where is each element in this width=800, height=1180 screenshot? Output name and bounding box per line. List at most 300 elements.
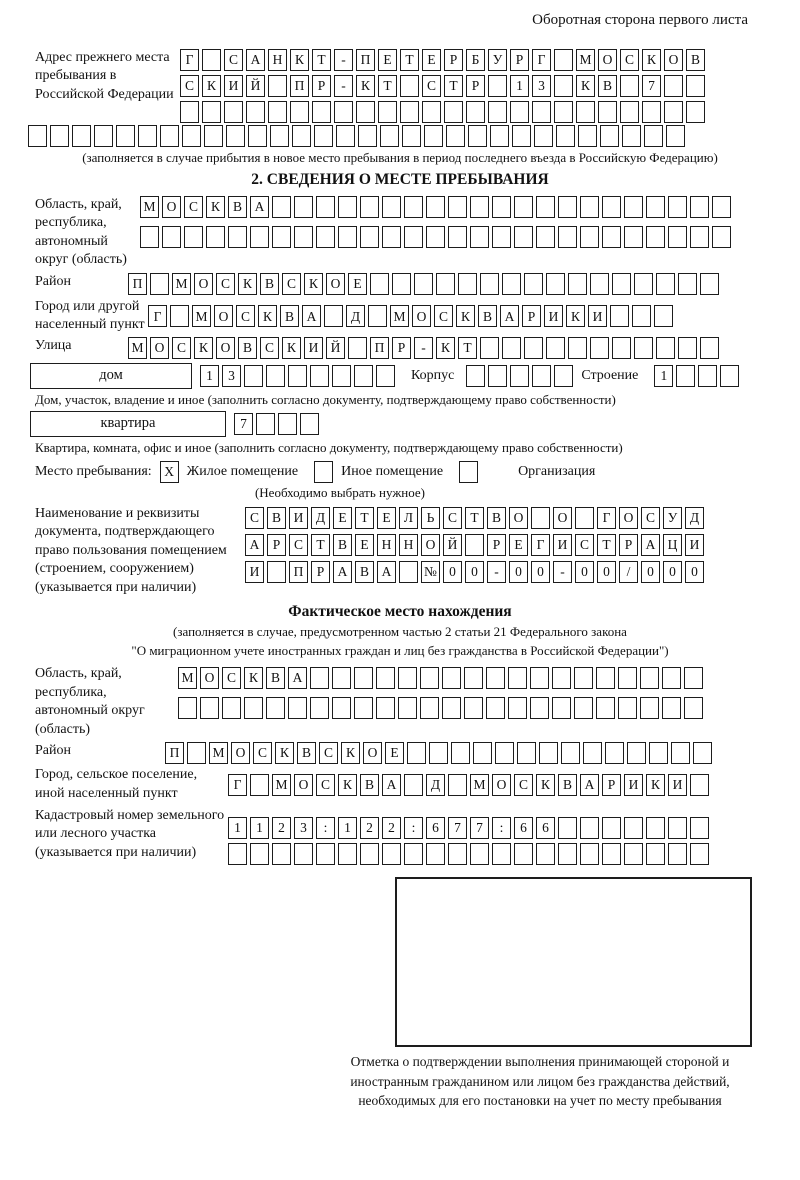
char-cell[interactable] <box>662 667 681 689</box>
char-cell[interactable]: Г <box>597 507 616 529</box>
char-cell[interactable] <box>574 697 593 719</box>
char-cell[interactable]: В <box>558 774 577 796</box>
char-cell[interactable] <box>690 774 709 796</box>
char-cell[interactable] <box>558 196 577 218</box>
char-cell[interactable] <box>602 843 621 865</box>
char-cell[interactable]: Г <box>532 49 551 71</box>
char-cell[interactable] <box>524 273 543 295</box>
char-cell[interactable]: Е <box>422 49 441 71</box>
char-cell[interactable] <box>622 125 641 147</box>
char-cell[interactable]: В <box>260 273 279 295</box>
char-cell[interactable] <box>668 817 687 839</box>
char-cell[interactable] <box>314 125 333 147</box>
char-cell[interactable] <box>552 667 571 689</box>
char-cell[interactable]: В <box>686 49 705 71</box>
char-cell[interactable] <box>202 101 221 123</box>
char-cell[interactable]: П <box>370 337 389 359</box>
char-cell[interactable]: 1 <box>510 75 529 97</box>
char-cell[interactable]: А <box>641 534 660 556</box>
char-cell[interactable]: Г <box>180 49 199 71</box>
char-cell[interactable]: С <box>236 305 255 327</box>
char-cell[interactable]: М <box>192 305 211 327</box>
char-cell[interactable] <box>407 742 426 764</box>
char-cell[interactable] <box>294 196 313 218</box>
char-cell[interactable]: К <box>338 774 357 796</box>
char-cell[interactable] <box>382 843 401 865</box>
char-cell[interactable] <box>442 697 461 719</box>
char-cell[interactable] <box>720 365 739 387</box>
char-cell[interactable] <box>250 774 269 796</box>
char-cell[interactable]: С <box>172 337 191 359</box>
char-cell[interactable]: К <box>356 75 375 97</box>
char-cell[interactable]: А <box>580 774 599 796</box>
char-cell[interactable] <box>602 196 621 218</box>
char-cell[interactable]: 7 <box>234 413 253 435</box>
char-cell[interactable]: № <box>421 561 440 583</box>
char-cell[interactable] <box>690 817 709 839</box>
char-cell[interactable] <box>466 365 485 387</box>
char-cell[interactable]: Е <box>333 507 352 529</box>
char-cell[interactable]: А <box>382 774 401 796</box>
char-cell[interactable] <box>187 742 206 764</box>
char-cell[interactable] <box>248 125 267 147</box>
char-cell[interactable]: М <box>178 667 197 689</box>
char-cell[interactable] <box>690 843 709 865</box>
char-cell[interactable]: О <box>200 667 219 689</box>
char-cell[interactable]: Л <box>399 507 418 529</box>
char-cell[interactable] <box>561 742 580 764</box>
char-cell[interactable]: Г <box>148 305 167 327</box>
char-cell[interactable] <box>676 365 695 387</box>
char-cell[interactable] <box>554 365 573 387</box>
char-cell[interactable]: О <box>294 774 313 796</box>
char-cell[interactable] <box>429 742 448 764</box>
char-cell[interactable] <box>338 226 357 248</box>
char-cell[interactable]: Р <box>487 534 506 556</box>
char-cell[interactable] <box>612 337 631 359</box>
char-cell[interactable]: - <box>487 561 506 583</box>
char-cell[interactable]: М <box>576 49 595 71</box>
char-cell[interactable] <box>404 843 423 865</box>
char-cell[interactable] <box>414 273 433 295</box>
char-cell[interactable] <box>646 843 665 865</box>
char-cell[interactable] <box>693 742 712 764</box>
char-cell[interactable] <box>399 561 418 583</box>
char-cell[interactable] <box>486 667 505 689</box>
char-cell[interactable] <box>402 125 421 147</box>
char-cell[interactable] <box>226 125 245 147</box>
char-cell[interactable]: Д <box>346 305 365 327</box>
char-cell[interactable]: 6 <box>514 817 533 839</box>
char-cell[interactable] <box>182 125 201 147</box>
char-cell[interactable] <box>656 337 675 359</box>
char-cell[interactable] <box>448 843 467 865</box>
char-cell[interactable] <box>640 667 659 689</box>
char-cell[interactable] <box>206 226 225 248</box>
char-cell[interactable] <box>312 101 331 123</box>
char-cell[interactable]: К <box>304 273 323 295</box>
char-cell[interactable] <box>160 125 179 147</box>
char-cell[interactable] <box>246 101 265 123</box>
char-cell[interactable] <box>360 226 379 248</box>
char-cell[interactable]: К <box>436 337 455 359</box>
char-cell[interactable]: Р <box>392 337 411 359</box>
char-cell[interactable]: Ц <box>663 534 682 556</box>
char-cell[interactable]: С <box>224 49 243 71</box>
char-cell[interactable]: В <box>333 534 352 556</box>
char-cell[interactable]: К <box>566 305 585 327</box>
char-cell[interactable]: О <box>231 742 250 764</box>
char-cell[interactable]: И <box>544 305 563 327</box>
char-cell[interactable]: П <box>356 49 375 71</box>
char-cell[interactable] <box>338 196 357 218</box>
char-cell[interactable] <box>546 273 565 295</box>
char-cell[interactable] <box>354 667 373 689</box>
inoe-checkbox[interactable] <box>314 461 333 483</box>
char-cell[interactable] <box>554 101 573 123</box>
char-cell[interactable]: Р <box>444 49 463 71</box>
char-cell[interactable] <box>671 742 690 764</box>
char-cell[interactable] <box>532 101 551 123</box>
char-cell[interactable]: 0 <box>465 561 484 583</box>
char-cell[interactable] <box>400 75 419 97</box>
char-cell[interactable] <box>294 226 313 248</box>
char-cell[interactable]: Е <box>509 534 528 556</box>
char-cell[interactable]: К <box>275 742 294 764</box>
char-cell[interactable] <box>458 273 477 295</box>
char-cell[interactable] <box>632 305 651 327</box>
char-cell[interactable] <box>554 49 573 71</box>
char-cell[interactable] <box>700 337 719 359</box>
zhiloe-checkbox[interactable]: X <box>160 461 179 483</box>
char-cell[interactable] <box>332 365 351 387</box>
char-cell[interactable] <box>502 273 521 295</box>
char-cell[interactable]: Й <box>326 337 345 359</box>
char-cell[interactable]: И <box>685 534 704 556</box>
char-cell[interactable]: Р <box>602 774 621 796</box>
char-cell[interactable] <box>294 843 313 865</box>
char-cell[interactable]: Т <box>444 75 463 97</box>
char-cell[interactable] <box>514 226 533 248</box>
char-cell[interactable] <box>332 697 351 719</box>
char-cell[interactable] <box>140 226 159 248</box>
char-cell[interactable] <box>690 226 709 248</box>
char-cell[interactable]: М <box>140 196 159 218</box>
char-cell[interactable]: К <box>202 75 221 97</box>
char-cell[interactable]: Р <box>267 534 286 556</box>
char-cell[interactable]: 0 <box>531 561 550 583</box>
char-cell[interactable] <box>354 365 373 387</box>
char-cell[interactable]: В <box>228 196 247 218</box>
char-cell[interactable]: И <box>304 337 323 359</box>
char-cell[interactable]: А <box>246 49 265 71</box>
char-cell[interactable] <box>596 697 615 719</box>
char-cell[interactable] <box>444 101 463 123</box>
char-cell[interactable] <box>492 196 511 218</box>
char-cell[interactable] <box>583 742 602 764</box>
char-cell[interactable] <box>420 697 439 719</box>
char-cell[interactable] <box>488 101 507 123</box>
char-cell[interactable] <box>664 101 683 123</box>
char-cell[interactable] <box>268 101 287 123</box>
char-cell[interactable] <box>502 337 521 359</box>
char-cell[interactable]: - <box>334 49 353 71</box>
char-cell[interactable]: 2 <box>382 817 401 839</box>
char-cell[interactable]: А <box>302 305 321 327</box>
char-cell[interactable] <box>531 507 550 529</box>
char-cell[interactable]: С <box>422 75 441 97</box>
char-cell[interactable]: П <box>165 742 184 764</box>
char-cell[interactable]: Д <box>685 507 704 529</box>
char-cell[interactable] <box>376 697 395 719</box>
char-cell[interactable]: О <box>194 273 213 295</box>
char-cell[interactable]: С <box>319 742 338 764</box>
char-cell[interactable] <box>690 196 709 218</box>
char-cell[interactable]: Е <box>385 742 404 764</box>
char-cell[interactable] <box>618 667 637 689</box>
char-cell[interactable] <box>290 101 309 123</box>
char-cell[interactable] <box>392 273 411 295</box>
char-cell[interactable] <box>662 697 681 719</box>
char-cell[interactable]: С <box>282 273 301 295</box>
char-cell[interactable] <box>534 125 553 147</box>
char-cell[interactable]: С <box>245 507 264 529</box>
char-cell[interactable]: 0 <box>575 561 594 583</box>
char-cell[interactable]: И <box>245 561 264 583</box>
char-cell[interactable]: С <box>260 337 279 359</box>
char-cell[interactable] <box>575 507 594 529</box>
char-cell[interactable] <box>360 843 379 865</box>
char-cell[interactable] <box>464 697 483 719</box>
char-cell[interactable] <box>50 125 69 147</box>
char-cell[interactable] <box>624 196 643 218</box>
char-cell[interactable]: : <box>316 817 335 839</box>
char-cell[interactable]: С <box>316 774 335 796</box>
char-cell[interactable] <box>398 667 417 689</box>
char-cell[interactable]: 0 <box>641 561 660 583</box>
char-cell[interactable] <box>300 413 319 435</box>
char-cell[interactable]: 0 <box>663 561 682 583</box>
char-cell[interactable] <box>292 125 311 147</box>
char-cell[interactable] <box>514 843 533 865</box>
char-cell[interactable]: / <box>619 561 638 583</box>
char-cell[interactable] <box>556 125 575 147</box>
char-cell[interactable] <box>470 196 489 218</box>
char-cell[interactable] <box>404 226 423 248</box>
stamp-area[interactable] <box>395 877 752 1047</box>
char-cell[interactable] <box>473 742 492 764</box>
char-cell[interactable]: 1 <box>654 365 673 387</box>
char-cell[interactable]: Т <box>312 49 331 71</box>
char-cell[interactable]: С <box>253 742 272 764</box>
char-cell[interactable] <box>596 667 615 689</box>
char-cell[interactable] <box>270 125 289 147</box>
char-cell[interactable] <box>228 843 247 865</box>
char-cell[interactable]: Ь <box>421 507 440 529</box>
char-cell[interactable] <box>590 273 609 295</box>
char-cell[interactable]: В <box>360 774 379 796</box>
char-cell[interactable] <box>546 337 565 359</box>
char-cell[interactable]: Т <box>400 49 419 71</box>
char-cell[interactable]: В <box>297 742 316 764</box>
char-cell[interactable]: И <box>588 305 607 327</box>
char-cell[interactable]: К <box>244 667 263 689</box>
char-cell[interactable]: П <box>290 75 309 97</box>
char-cell[interactable]: 0 <box>509 561 528 583</box>
char-cell[interactable] <box>470 843 489 865</box>
char-cell[interactable]: К <box>290 49 309 71</box>
char-cell[interactable] <box>532 365 551 387</box>
char-cell[interactable]: М <box>272 774 291 796</box>
char-cell[interactable] <box>598 101 617 123</box>
char-cell[interactable] <box>178 697 197 719</box>
char-cell[interactable]: 6 <box>536 817 555 839</box>
char-cell[interactable]: Р <box>619 534 638 556</box>
char-cell[interactable] <box>536 843 555 865</box>
char-cell[interactable] <box>517 742 536 764</box>
char-cell[interactable] <box>486 697 505 719</box>
char-cell[interactable] <box>558 226 577 248</box>
char-cell[interactable]: О <box>553 507 572 529</box>
char-cell[interactable]: А <box>250 196 269 218</box>
char-cell[interactable]: Г <box>228 774 247 796</box>
char-cell[interactable] <box>644 125 663 147</box>
char-cell[interactable]: М <box>209 742 228 764</box>
char-cell[interactable] <box>712 196 731 218</box>
char-cell[interactable]: С <box>216 273 235 295</box>
char-cell[interactable]: И <box>624 774 643 796</box>
char-cell[interactable] <box>668 196 687 218</box>
char-cell[interactable] <box>495 742 514 764</box>
char-cell[interactable]: - <box>334 75 353 97</box>
char-cell[interactable] <box>376 365 395 387</box>
char-cell[interactable]: Р <box>312 75 331 97</box>
char-cell[interactable]: Д <box>426 774 445 796</box>
char-cell[interactable] <box>620 75 639 97</box>
char-cell[interactable] <box>451 742 470 764</box>
char-cell[interactable] <box>580 196 599 218</box>
char-cell[interactable]: Б <box>466 49 485 71</box>
char-cell[interactable] <box>465 534 484 556</box>
char-cell[interactable] <box>378 101 397 123</box>
char-cell[interactable] <box>184 226 203 248</box>
char-cell[interactable] <box>646 196 665 218</box>
char-cell[interactable] <box>510 101 529 123</box>
char-cell[interactable] <box>116 125 135 147</box>
char-cell[interactable]: К <box>646 774 665 796</box>
char-cell[interactable]: 0 <box>597 561 616 583</box>
char-cell[interactable] <box>686 101 705 123</box>
char-cell[interactable]: М <box>128 337 147 359</box>
char-cell[interactable] <box>358 125 377 147</box>
char-cell[interactable]: О <box>664 49 683 71</box>
char-cell[interactable]: Н <box>268 49 287 71</box>
char-cell[interactable] <box>222 697 241 719</box>
char-cell[interactable]: В <box>267 507 286 529</box>
char-cell[interactable] <box>490 125 509 147</box>
char-cell[interactable]: С <box>180 75 199 97</box>
char-cell[interactable]: 6 <box>426 817 445 839</box>
char-cell[interactable] <box>288 697 307 719</box>
char-cell[interactable] <box>446 125 465 147</box>
char-cell[interactable] <box>612 273 631 295</box>
char-cell[interactable] <box>480 337 499 359</box>
char-cell[interactable] <box>468 125 487 147</box>
char-cell[interactable]: 3 <box>222 365 241 387</box>
char-cell[interactable]: - <box>414 337 433 359</box>
char-cell[interactable]: 0 <box>685 561 704 583</box>
char-cell[interactable] <box>334 101 353 123</box>
char-cell[interactable] <box>272 196 291 218</box>
char-cell[interactable]: О <box>421 534 440 556</box>
char-cell[interactable]: 7 <box>470 817 489 839</box>
char-cell[interactable] <box>354 697 373 719</box>
char-cell[interactable] <box>266 365 285 387</box>
char-cell[interactable]: К <box>456 305 475 327</box>
char-cell[interactable] <box>448 226 467 248</box>
char-cell[interactable]: В <box>478 305 497 327</box>
char-cell[interactable] <box>266 697 285 719</box>
char-cell[interactable] <box>480 273 499 295</box>
char-cell[interactable]: М <box>470 774 489 796</box>
char-cell[interactable]: Й <box>443 534 462 556</box>
char-cell[interactable]: В <box>238 337 257 359</box>
char-cell[interactable]: О <box>326 273 345 295</box>
char-cell[interactable]: 7 <box>448 817 467 839</box>
char-cell[interactable] <box>382 226 401 248</box>
char-cell[interactable] <box>552 697 571 719</box>
char-cell[interactable] <box>580 226 599 248</box>
char-cell[interactable] <box>310 697 329 719</box>
char-cell[interactable]: С <box>575 534 594 556</box>
char-cell[interactable] <box>624 226 643 248</box>
char-cell[interactable] <box>466 101 485 123</box>
char-cell[interactable]: С <box>184 196 203 218</box>
char-cell[interactable]: С <box>443 507 462 529</box>
char-cell[interactable] <box>605 742 624 764</box>
char-cell[interactable]: Й <box>246 75 265 97</box>
char-cell[interactable]: К <box>536 774 555 796</box>
char-cell[interactable] <box>382 196 401 218</box>
char-cell[interactable]: Н <box>377 534 396 556</box>
char-cell[interactable]: С <box>222 667 241 689</box>
char-cell[interactable] <box>442 667 461 689</box>
char-cell[interactable] <box>512 125 531 147</box>
char-cell[interactable] <box>138 125 157 147</box>
char-cell[interactable]: : <box>404 817 423 839</box>
char-cell[interactable]: Р <box>466 75 485 97</box>
char-cell[interactable]: П <box>289 561 308 583</box>
char-cell[interactable] <box>712 226 731 248</box>
char-cell[interactable] <box>656 273 675 295</box>
char-cell[interactable] <box>602 226 621 248</box>
char-cell[interactable]: О <box>492 774 511 796</box>
char-cell[interactable] <box>488 75 507 97</box>
char-cell[interactable] <box>508 697 527 719</box>
char-cell[interactable]: О <box>509 507 528 529</box>
char-cell[interactable] <box>324 305 343 327</box>
char-cell[interactable] <box>162 226 181 248</box>
char-cell[interactable]: Т <box>597 534 616 556</box>
char-cell[interactable] <box>424 125 443 147</box>
char-cell[interactable]: : <box>492 817 511 839</box>
char-cell[interactable] <box>554 75 573 97</box>
char-cell[interactable] <box>602 817 621 839</box>
char-cell[interactable] <box>356 101 375 123</box>
char-cell[interactable] <box>376 667 395 689</box>
char-cell[interactable]: В <box>487 507 506 529</box>
char-cell[interactable]: С <box>434 305 453 327</box>
